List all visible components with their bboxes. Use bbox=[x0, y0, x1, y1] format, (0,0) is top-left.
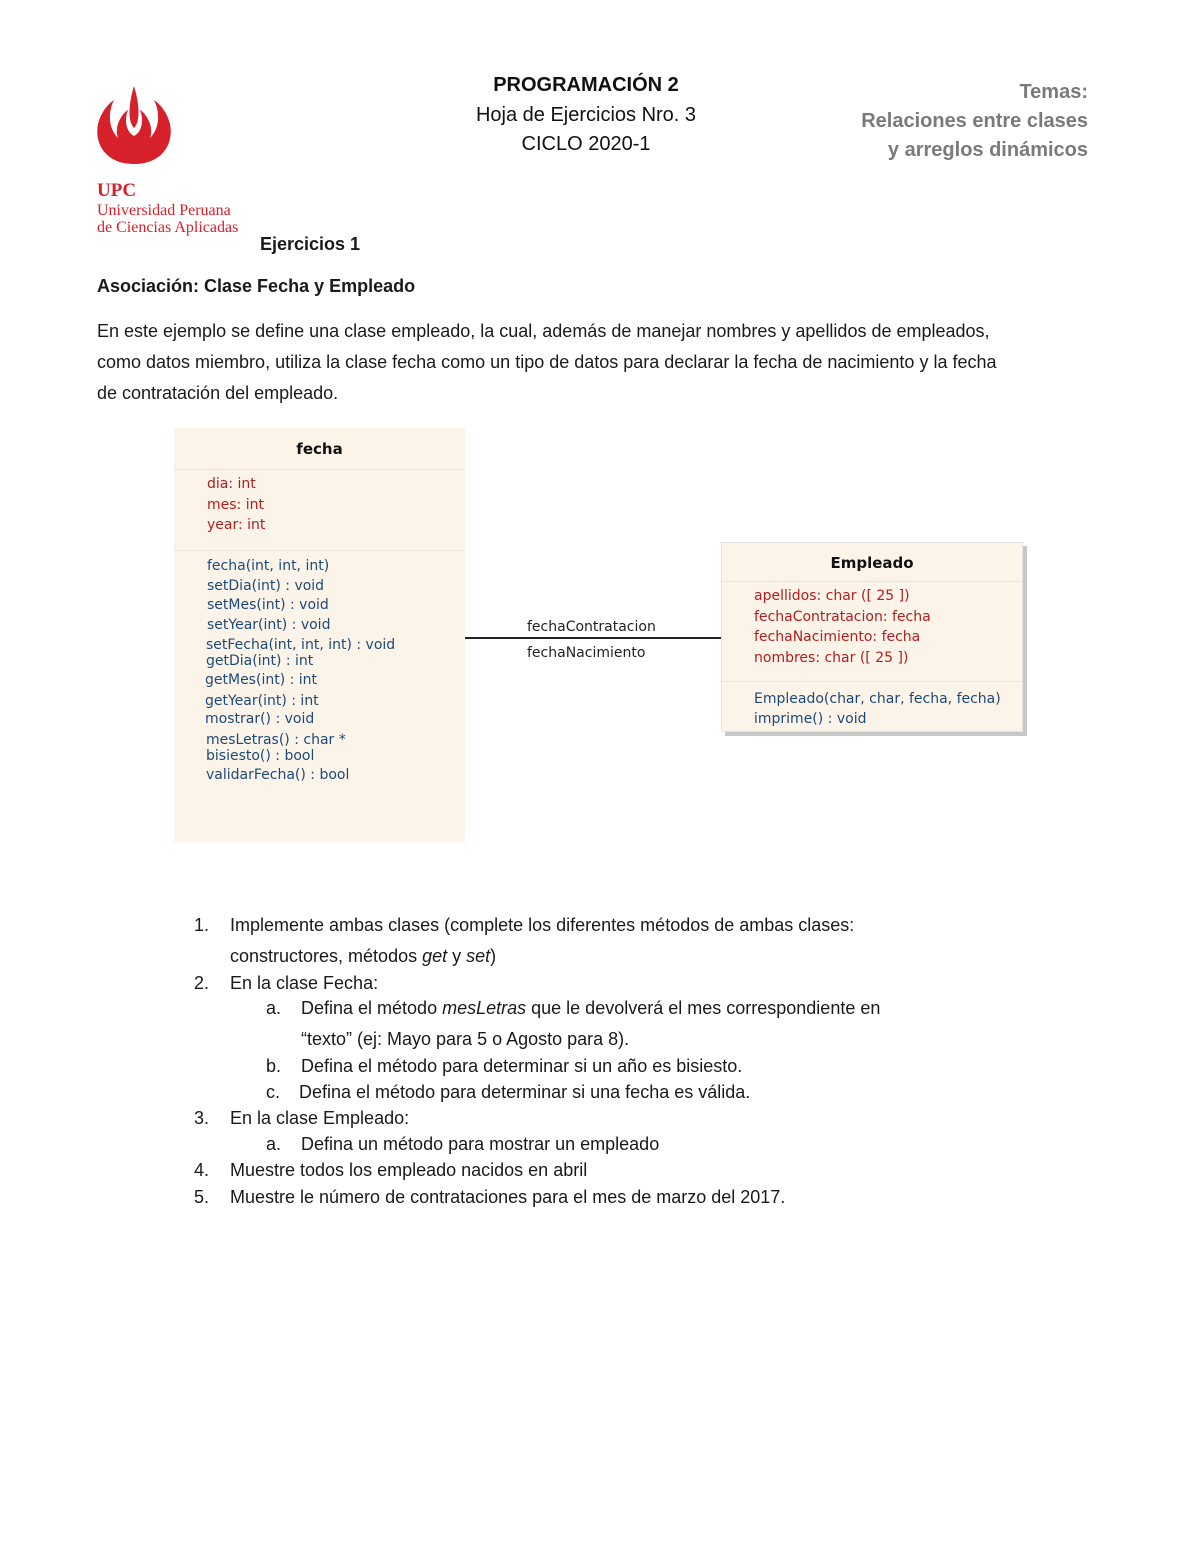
emphasis-set: set bbox=[466, 946, 491, 966]
emphasis-mesletras: mesLetras bbox=[442, 998, 527, 1018]
uml-method: validarFecha() : bool bbox=[206, 767, 350, 783]
uml-separator bbox=[174, 550, 465, 551]
text-fragment: y bbox=[447, 946, 467, 966]
uml-class-empleado bbox=[721, 542, 1023, 732]
list-number: 4. bbox=[194, 1160, 210, 1180]
list-number: 5. bbox=[194, 1187, 210, 1207]
cycle-label: CICLO 2020-1 bbox=[521, 133, 651, 155]
list-item: Muestre todos los empleado nacidos en abril bbox=[230, 1160, 588, 1180]
role-fecha-nacimiento: fechaNacimiento bbox=[527, 645, 646, 661]
uml-method: Empleado(char, char, fecha, fecha) bbox=[754, 691, 1001, 707]
list-item: Implemente ambas clases (complete los diferentes métodos de ambas clases: bbox=[230, 915, 855, 935]
emphasis-get: get bbox=[422, 946, 448, 966]
list-item: Defina el método para determinar si un año es bisiesto. bbox=[301, 1056, 743, 1076]
list-letter: b. bbox=[266, 1056, 282, 1076]
uml-method: mostrar() : void bbox=[205, 711, 315, 727]
uml-method: getDia(int) : int bbox=[206, 653, 314, 669]
logo-university-line1: Universidad Peruana bbox=[97, 202, 231, 219]
uml-class-name: Empleado bbox=[830, 554, 914, 572]
upc-flame-logo-icon bbox=[92, 82, 176, 166]
uml-method: setDia(int) : void bbox=[207, 578, 325, 594]
uml-class-fecha bbox=[174, 428, 465, 842]
sheet-subtitle: Hoja de Ejercicios Nro. 3 bbox=[475, 104, 697, 126]
text-fragment: ) bbox=[490, 946, 497, 966]
uml-method: setMes(int) : void bbox=[207, 597, 329, 613]
uml-separator bbox=[722, 581, 1022, 582]
list-letter: a. bbox=[266, 1134, 282, 1154]
uml-method: setYear(int) : void bbox=[207, 617, 331, 633]
uml-class-name: fecha bbox=[296, 440, 343, 458]
uml-attribute: mes: int bbox=[207, 497, 264, 513]
uml-method: bisiesto() : bool bbox=[206, 748, 315, 764]
text-fragment: constructores, métodos bbox=[230, 946, 423, 966]
uml-method: mesLetras() : char * bbox=[206, 732, 346, 748]
list-item: Defina el método para determinar si una fecha es válida. bbox=[299, 1082, 751, 1102]
list-item: En la clase Fecha: bbox=[230, 973, 379, 993]
uml-method: setFecha(int, int, int) : void bbox=[206, 637, 396, 653]
uml-separator bbox=[722, 681, 1022, 682]
topics-label: Temas: bbox=[1019, 81, 1088, 103]
text-fragment: que le devolverá el mes correspondiente en bbox=[526, 998, 881, 1018]
uml-attribute: fechaContratacion: fecha bbox=[754, 609, 931, 625]
section-title: Asociación: Clase Fecha y Empleado bbox=[97, 276, 416, 296]
list-item-continuation: “texto” (ej: Mayo para 5 o Agosto para 8). bbox=[301, 1029, 630, 1049]
uml-separator bbox=[174, 469, 465, 470]
course-title: PROGRAMACIÓN 2 bbox=[493, 74, 679, 96]
uml-attribute: dia: int bbox=[207, 476, 256, 492]
intro-paragraph: En este ejemplo se define una clase empleado, la cual, además de manejar nombres y apellidos de empleados, como datos miembro, utiliza la clase fecha como un tipo de datos para declarar la fecha de nacimiento y la fecha de contratación del empleado. bbox=[97, 321, 997, 403]
uml-attribute: year: int bbox=[207, 517, 266, 533]
list-letter: a. bbox=[266, 998, 282, 1018]
list-number: 3. bbox=[194, 1108, 210, 1128]
uml-method: fecha(int, int, int) bbox=[207, 558, 330, 574]
text-fragment: Defina el método bbox=[301, 998, 443, 1018]
list-item bbox=[301, 995, 880, 1021]
list-number: 1. bbox=[194, 915, 210, 935]
list-item: En la clase Empleado: bbox=[230, 1108, 410, 1128]
topics-line2: y arreglos dinámicos bbox=[887, 139, 1088, 161]
uml-method: imprime() : void bbox=[754, 711, 867, 727]
uml-method: getMes(int) : int bbox=[205, 672, 318, 688]
list-letter: c. bbox=[266, 1082, 281, 1102]
uml-attribute: apellidos: char ([ 25 ]) bbox=[754, 588, 910, 604]
list-number: 2. bbox=[194, 973, 210, 993]
uml-attribute: nombres: char ([ 25 ]) bbox=[754, 650, 909, 666]
logo-acronym: UPC bbox=[97, 180, 137, 201]
uml-method: getYear(int) : int bbox=[205, 693, 319, 709]
uml-attribute: fechaNacimiento: fecha bbox=[754, 629, 921, 645]
list-item: Defina un método para mostrar un empleado bbox=[301, 1134, 660, 1154]
list-item: Muestre le número de contrataciones para el mes de marzo del 2017. bbox=[230, 1187, 786, 1207]
logo-university-line2: de Ciencias Aplicadas bbox=[97, 219, 239, 236]
association-line bbox=[465, 637, 721, 639]
role-fecha-contratacion: fechaContratacion bbox=[527, 619, 656, 635]
exercise-title: Ejercicios 1 bbox=[260, 234, 361, 254]
list-item-continuation bbox=[230, 943, 496, 969]
topics-line1: Relaciones entre clases bbox=[861, 110, 1088, 132]
